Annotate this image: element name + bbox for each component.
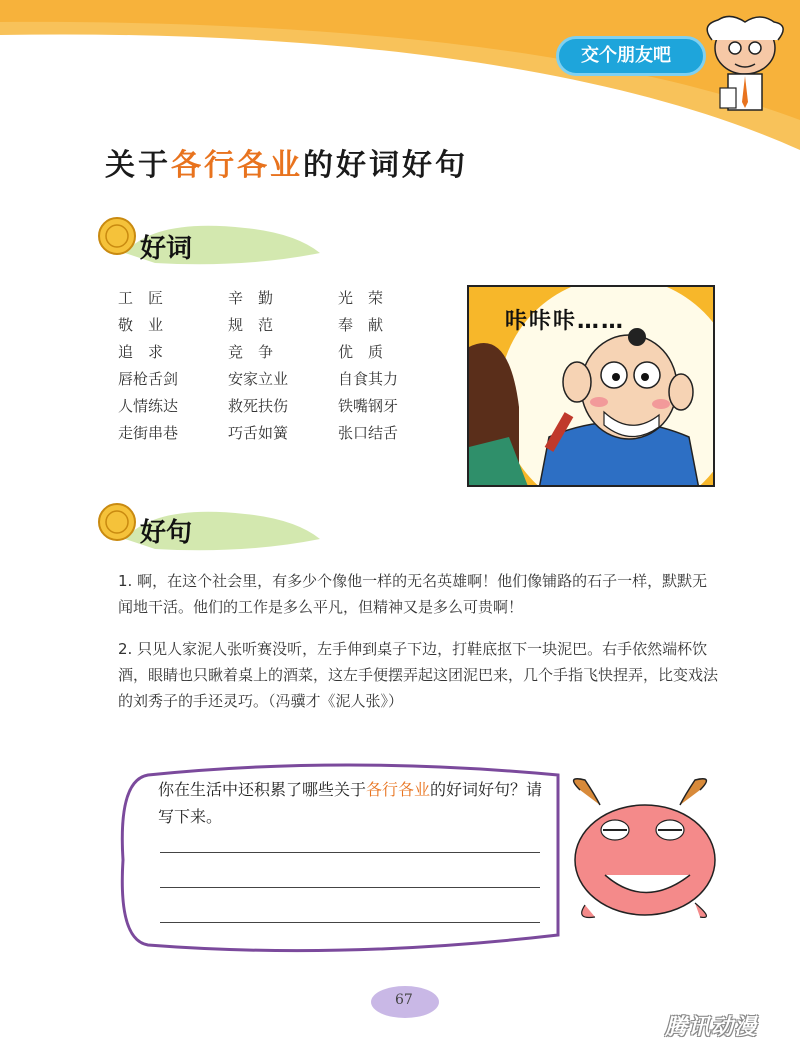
word: 铁嘴钢牙 bbox=[338, 397, 399, 415]
word: 走街串巷 bbox=[118, 424, 179, 442]
word: 救死扶伤 bbox=[228, 397, 289, 415]
word: 竞 争 bbox=[228, 343, 274, 361]
word: 人情练达 bbox=[118, 397, 179, 415]
sentence-2: 2. 只见人家泥人张听赛没听，左手伸到桌子下边，打鞋底抠下一块泥巴。右手依然端杯饮酒，眼睛也只瞅着桌上的酒菜，这左手便摆弄起这团泥巴来，几个手指飞快捏弄，比变戏法的刘秀子的手还灵巧。（冯骥才《泥人张》） bbox=[118, 640, 719, 710]
watermark: 腾讯动漫 bbox=[665, 1015, 758, 1040]
coin-icon bbox=[95, 494, 325, 554]
word: 敬 业 bbox=[118, 316, 164, 334]
word: 唇枪舌剑 bbox=[118, 370, 179, 388]
word: 规 范 bbox=[228, 316, 274, 334]
page-title: 关于各行各业的好词好句 bbox=[105, 148, 468, 183]
writing-prompt: 你在生活中还积累了哪些关于各行各业的好词好句？请写下来。 bbox=[158, 780, 543, 826]
word: 安家立业 bbox=[228, 370, 289, 388]
answer-line[interactable] bbox=[160, 887, 540, 888]
word-row bbox=[118, 339, 448, 366]
word: 追 求 bbox=[118, 343, 164, 361]
good-words-list bbox=[118, 285, 448, 447]
answer-line[interactable] bbox=[160, 922, 540, 923]
pink-monster-illustration bbox=[555, 775, 730, 925]
professor-illustration bbox=[690, 10, 800, 120]
word-row bbox=[118, 393, 448, 420]
word-row bbox=[118, 312, 448, 339]
comic-sound-text: 咔咔咔…… bbox=[505, 309, 626, 334]
answer-line[interactable] bbox=[160, 852, 540, 853]
word: 工 匠 bbox=[118, 289, 164, 307]
page-number: 67 bbox=[395, 992, 413, 1008]
header-badge: 交个朋友吧 bbox=[556, 36, 706, 76]
good-sentences-label: 好句 bbox=[140, 518, 193, 548]
word: 优 质 bbox=[338, 343, 384, 361]
word: 巧舌如簧 bbox=[228, 424, 289, 442]
good-words-label: 好词 bbox=[140, 234, 193, 264]
word-row bbox=[118, 366, 448, 393]
word: 辛 勤 bbox=[228, 289, 274, 307]
word-row bbox=[118, 285, 448, 312]
word: 张口结舌 bbox=[338, 424, 399, 442]
sentence-1: 1. 啊，在这个社会里，有多少个像他一样的无名英雄啊！他们像铺路的石子一样，默默无闻地干活。他们的工作是多么平凡，但精神又是多么可贵啊！ bbox=[118, 572, 708, 616]
word: 自食其力 bbox=[338, 370, 399, 388]
word-row bbox=[118, 420, 448, 447]
word: 奉 献 bbox=[338, 316, 384, 334]
coin-icon bbox=[95, 208, 325, 268]
word: 光 荣 bbox=[338, 289, 384, 307]
